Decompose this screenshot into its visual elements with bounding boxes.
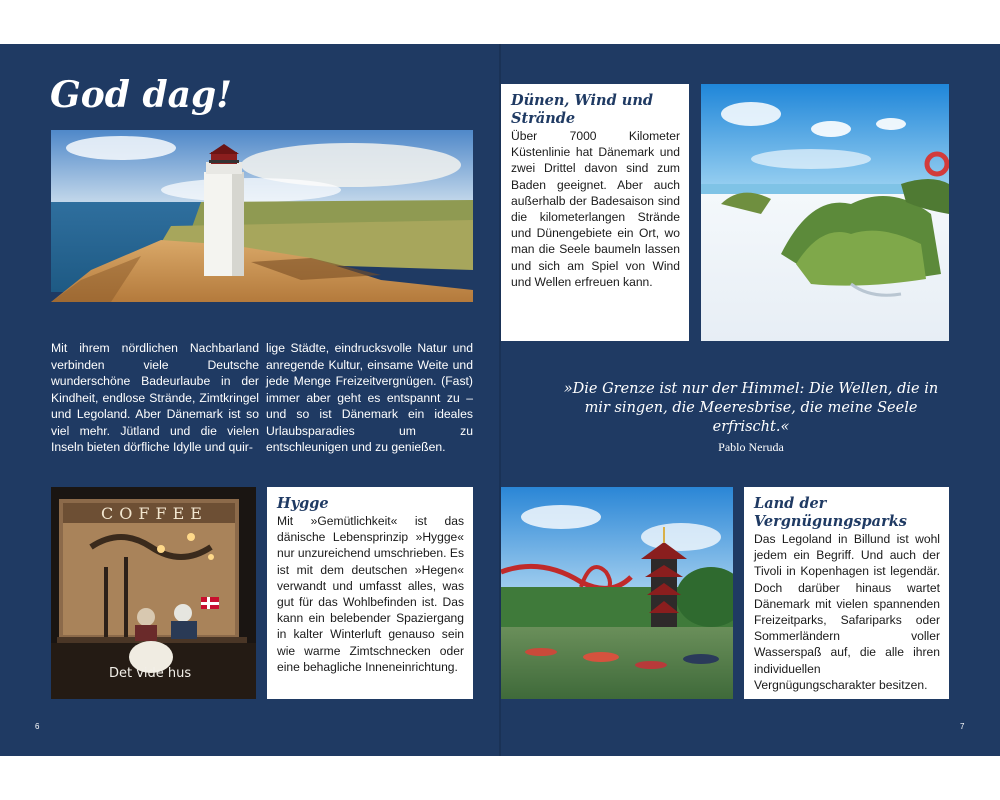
cafe-photo [51, 487, 256, 699]
parks-box [744, 487, 949, 699]
page-title: God dag! [50, 74, 232, 116]
tivoli-photo [501, 487, 733, 699]
parks-heading: Land der Vergnügungsparks [754, 495, 907, 530]
page-number-right: 7 [960, 722, 965, 731]
beach-photo [701, 84, 949, 341]
parks-text: Das Legoland in Billund ist wohl jedem ein Begriff. Und auch der Tivoli in Kopenhagen ist legendär. Doch darüber hinaus wartet Dänemark mit vielen spannenden Freizeitparks, Safariparks oder Sommerländern voller Wasserspaß auf, die alle ihren individuellen Vergnügungscharakter besitzen. [754, 532, 940, 692]
hygge-heading: Hygge [277, 495, 329, 512]
hygge-box [267, 487, 473, 699]
page-number-left: 6 [35, 722, 40, 731]
left-page [0, 44, 499, 756]
intro-text-column-1: Mit ihrem nördlichen Nachbarland verbinden viele Deutsche wunderschöne Badeurlaube in der Kindheit, endlose Strände, Zimtkringel und Legoland. Aber Dänemark ist so viel mehr. Jütland und die vielen Inseln bieten dörfliche Idylle und quir- [51, 341, 259, 454]
cafe-window-text: Det vide hus [109, 666, 192, 681]
magazine-spread [0, 44, 1000, 756]
intro-text-column-2: lige Städte, eindrucksvolle Natur und anregende Kultur, einsame Weite und jede Menge Freizeitvergnügen. (Fast) immer aber geht es entspannt zu – und so ist Dänemark ein ideales Urlaubsparadies um zu entschleunigen und zu genießen. [266, 341, 473, 454]
quote-author: Pablo Neruda [718, 440, 784, 454]
duenen-box [501, 84, 689, 341]
right-page [501, 44, 1000, 756]
quote-text: »Die Grenze ist nur der Himmel: Die Wellen, die in mir singen, die Meeresbrise, die meine Seele erfrischt.« [563, 381, 939, 435]
duenen-heading: Dünen, Wind und Strände [511, 92, 654, 127]
hygge-text: Mit »Gemütlichkeit« ist das dänische Lebensprinzip »Hygge« nur unzureichend umschrieben. Es ist mit dem deutschen »Hegen« verwandt und umfasst alles, was gut für das Wohlbefinden ist. Das kann ein belebender Spaziergang in kalter Winterluft genauso sein wie warme Zimtschnecken oder eine behagliche Inneneinrichtung. [277, 514, 464, 674]
duenen-text: Über 7000 Kilometer Küstenlinie hat Dänemark und zwei Drittel davon sind zum Baden geeignet. Aber auch außerhalb der Badesaison sind die kilometerlangen Strände und Dünengebiete ein Ort, wo man die Seele baumeln lassen und sich am Spiel von Wind und Wellen erfreuen kann. [511, 129, 680, 289]
cafe-sign-text: COFFEE [101, 504, 208, 523]
quote-block [561, 380, 941, 455]
lighthouse-photo [51, 130, 473, 302]
